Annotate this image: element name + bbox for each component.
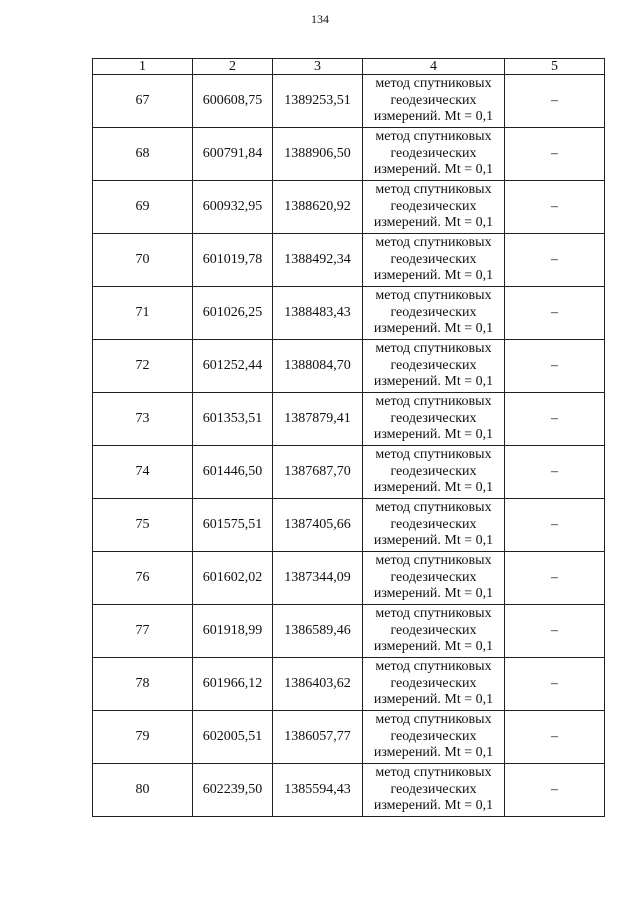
point-number-cell: 77 (93, 605, 193, 658)
table-row (93, 764, 605, 817)
note-cell: – (505, 658, 605, 711)
method-line: метод спутниковых (375, 765, 492, 781)
x-coordinate-cell: 601446,50 (193, 446, 273, 499)
method-cell (363, 446, 505, 499)
method-line: метод спутниковых (375, 235, 492, 251)
method-cell (363, 552, 505, 605)
table-row (93, 605, 605, 658)
note-cell: – (505, 287, 605, 340)
note-cell: – (505, 499, 605, 552)
method-cell (363, 128, 505, 181)
method-line: измерений. Mt = 0,1 (373, 639, 494, 655)
x-coordinate-cell: 601575,51 (193, 499, 273, 552)
method-line: метод спутниковых (375, 659, 492, 675)
method-line: геодезических (390, 198, 477, 214)
point-number-cell: 73 (93, 393, 193, 446)
table-row (93, 393, 605, 446)
x-coordinate-cell: 601966,12 (193, 658, 273, 711)
table-row (93, 181, 605, 234)
note-cell: – (505, 764, 605, 817)
coordinates-table (92, 58, 605, 817)
y-coordinate-cell: 1387405,66 (273, 499, 363, 552)
y-coordinate-cell: 1386057,77 (273, 711, 363, 764)
method-cell (363, 658, 505, 711)
point-number-cell: 74 (93, 446, 193, 499)
column-header-1: 1 (93, 59, 193, 75)
y-coordinate-cell: 1385594,43 (273, 764, 363, 817)
column-header-4: 4 (363, 59, 505, 75)
x-coordinate-cell: 600608,75 (193, 75, 273, 128)
method-line: метод спутниковых (375, 447, 492, 463)
table-header-row (93, 59, 605, 75)
column-header-5: 5 (505, 59, 605, 75)
point-number-cell: 71 (93, 287, 193, 340)
table-row (93, 340, 605, 393)
method-line: метод спутниковых (375, 553, 492, 569)
y-coordinate-cell: 1388084,70 (273, 340, 363, 393)
method-line: измерений. Mt = 0,1 (373, 162, 494, 178)
point-number-cell: 72 (93, 340, 193, 393)
x-coordinate-cell: 601602,02 (193, 552, 273, 605)
method-line: геодезических (390, 410, 477, 426)
x-coordinate-cell: 602005,51 (193, 711, 273, 764)
note-cell: – (505, 552, 605, 605)
table-row (93, 658, 605, 711)
method-cell (363, 393, 505, 446)
note-cell: – (505, 711, 605, 764)
point-number-cell: 80 (93, 764, 193, 817)
method-cell (363, 711, 505, 764)
method-line: геодезических (390, 728, 477, 744)
y-coordinate-cell: 1388620,92 (273, 181, 363, 234)
y-coordinate-cell: 1389253,51 (273, 75, 363, 128)
method-cell (363, 234, 505, 287)
method-line: измерений. Mt = 0,1 (373, 692, 494, 708)
table-row (93, 499, 605, 552)
note-cell: – (505, 181, 605, 234)
method-cell (363, 287, 505, 340)
method-line: геодезических (390, 516, 477, 532)
method-line: измерений. Mt = 0,1 (373, 374, 494, 390)
method-line: метод спутниковых (375, 129, 492, 145)
method-line: измерений. Mt = 0,1 (373, 215, 494, 231)
point-number-cell: 68 (93, 128, 193, 181)
table-row (93, 711, 605, 764)
method-line: метод спутниковых (375, 606, 492, 622)
y-coordinate-cell: 1387687,70 (273, 446, 363, 499)
y-coordinate-cell: 1387344,09 (273, 552, 363, 605)
table-row (93, 128, 605, 181)
method-line: геодезических (390, 357, 477, 373)
y-coordinate-cell: 1386403,62 (273, 658, 363, 711)
y-coordinate-cell: 1388483,43 (273, 287, 363, 340)
method-line: метод спутниковых (375, 182, 492, 198)
note-cell: – (505, 234, 605, 287)
note-cell: – (505, 393, 605, 446)
method-line: метод спутниковых (375, 712, 492, 728)
method-line: метод спутниковых (375, 500, 492, 516)
x-coordinate-cell: 601252,44 (193, 340, 273, 393)
y-coordinate-cell: 1388906,50 (273, 128, 363, 181)
method-line: измерений. Mt = 0,1 (373, 321, 494, 337)
x-coordinate-cell: 602239,50 (193, 764, 273, 817)
point-number-cell: 67 (93, 75, 193, 128)
x-coordinate-cell: 600791,84 (193, 128, 273, 181)
note-cell: – (505, 605, 605, 658)
table-row (93, 552, 605, 605)
x-coordinate-cell: 601353,51 (193, 393, 273, 446)
point-number-cell: 69 (93, 181, 193, 234)
method-line: метод спутниковых (375, 76, 492, 92)
method-line: измерений. Mt = 0,1 (373, 533, 494, 549)
point-number-cell: 75 (93, 499, 193, 552)
note-cell: – (505, 446, 605, 499)
table-row (93, 75, 605, 128)
point-number-cell: 79 (93, 711, 193, 764)
method-line: метод спутниковых (375, 288, 492, 304)
method-line: измерений. Mt = 0,1 (373, 798, 494, 814)
table-row (93, 234, 605, 287)
method-line: геодезических (390, 251, 477, 267)
method-cell (363, 340, 505, 393)
column-header-3: 3 (273, 59, 363, 75)
method-cell (363, 605, 505, 658)
x-coordinate-cell: 601019,78 (193, 234, 273, 287)
method-line: измерений. Mt = 0,1 (373, 109, 494, 125)
method-line: геодезических (390, 304, 477, 320)
point-number-cell: 70 (93, 234, 193, 287)
method-line: измерений. Mt = 0,1 (373, 268, 494, 284)
note-cell: – (505, 340, 605, 393)
method-line: геодезических (390, 622, 477, 638)
method-cell (363, 75, 505, 128)
method-line: геодезических (390, 463, 477, 479)
method-cell (363, 764, 505, 817)
x-coordinate-cell: 601026,25 (193, 287, 273, 340)
method-line: геодезических (390, 569, 477, 585)
method-line: измерений. Mt = 0,1 (373, 586, 494, 602)
method-line: геодезических (390, 145, 477, 161)
table-row (93, 446, 605, 499)
method-cell (363, 499, 505, 552)
point-number-cell: 78 (93, 658, 193, 711)
page-number: 134 (311, 12, 329, 26)
table-row (93, 287, 605, 340)
note-cell: – (505, 128, 605, 181)
method-line: метод спутниковых (375, 341, 492, 357)
point-number-cell: 76 (93, 552, 193, 605)
y-coordinate-cell: 1386589,46 (273, 605, 363, 658)
y-coordinate-cell: 1388492,34 (273, 234, 363, 287)
note-cell: – (505, 75, 605, 128)
x-coordinate-cell: 601918,99 (193, 605, 273, 658)
x-coordinate-cell: 600932,95 (193, 181, 273, 234)
method-line: измерений. Mt = 0,1 (373, 427, 494, 443)
method-line: геодезических (390, 675, 477, 691)
y-coordinate-cell: 1387879,41 (273, 393, 363, 446)
method-line: геодезических (390, 92, 477, 108)
method-cell (363, 181, 505, 234)
method-line: геодезических (390, 781, 477, 797)
column-header-2: 2 (193, 59, 273, 75)
method-line: измерений. Mt = 0,1 (373, 480, 494, 496)
method-line: измерений. Mt = 0,1 (373, 745, 494, 761)
method-line: метод спутниковых (375, 394, 492, 410)
